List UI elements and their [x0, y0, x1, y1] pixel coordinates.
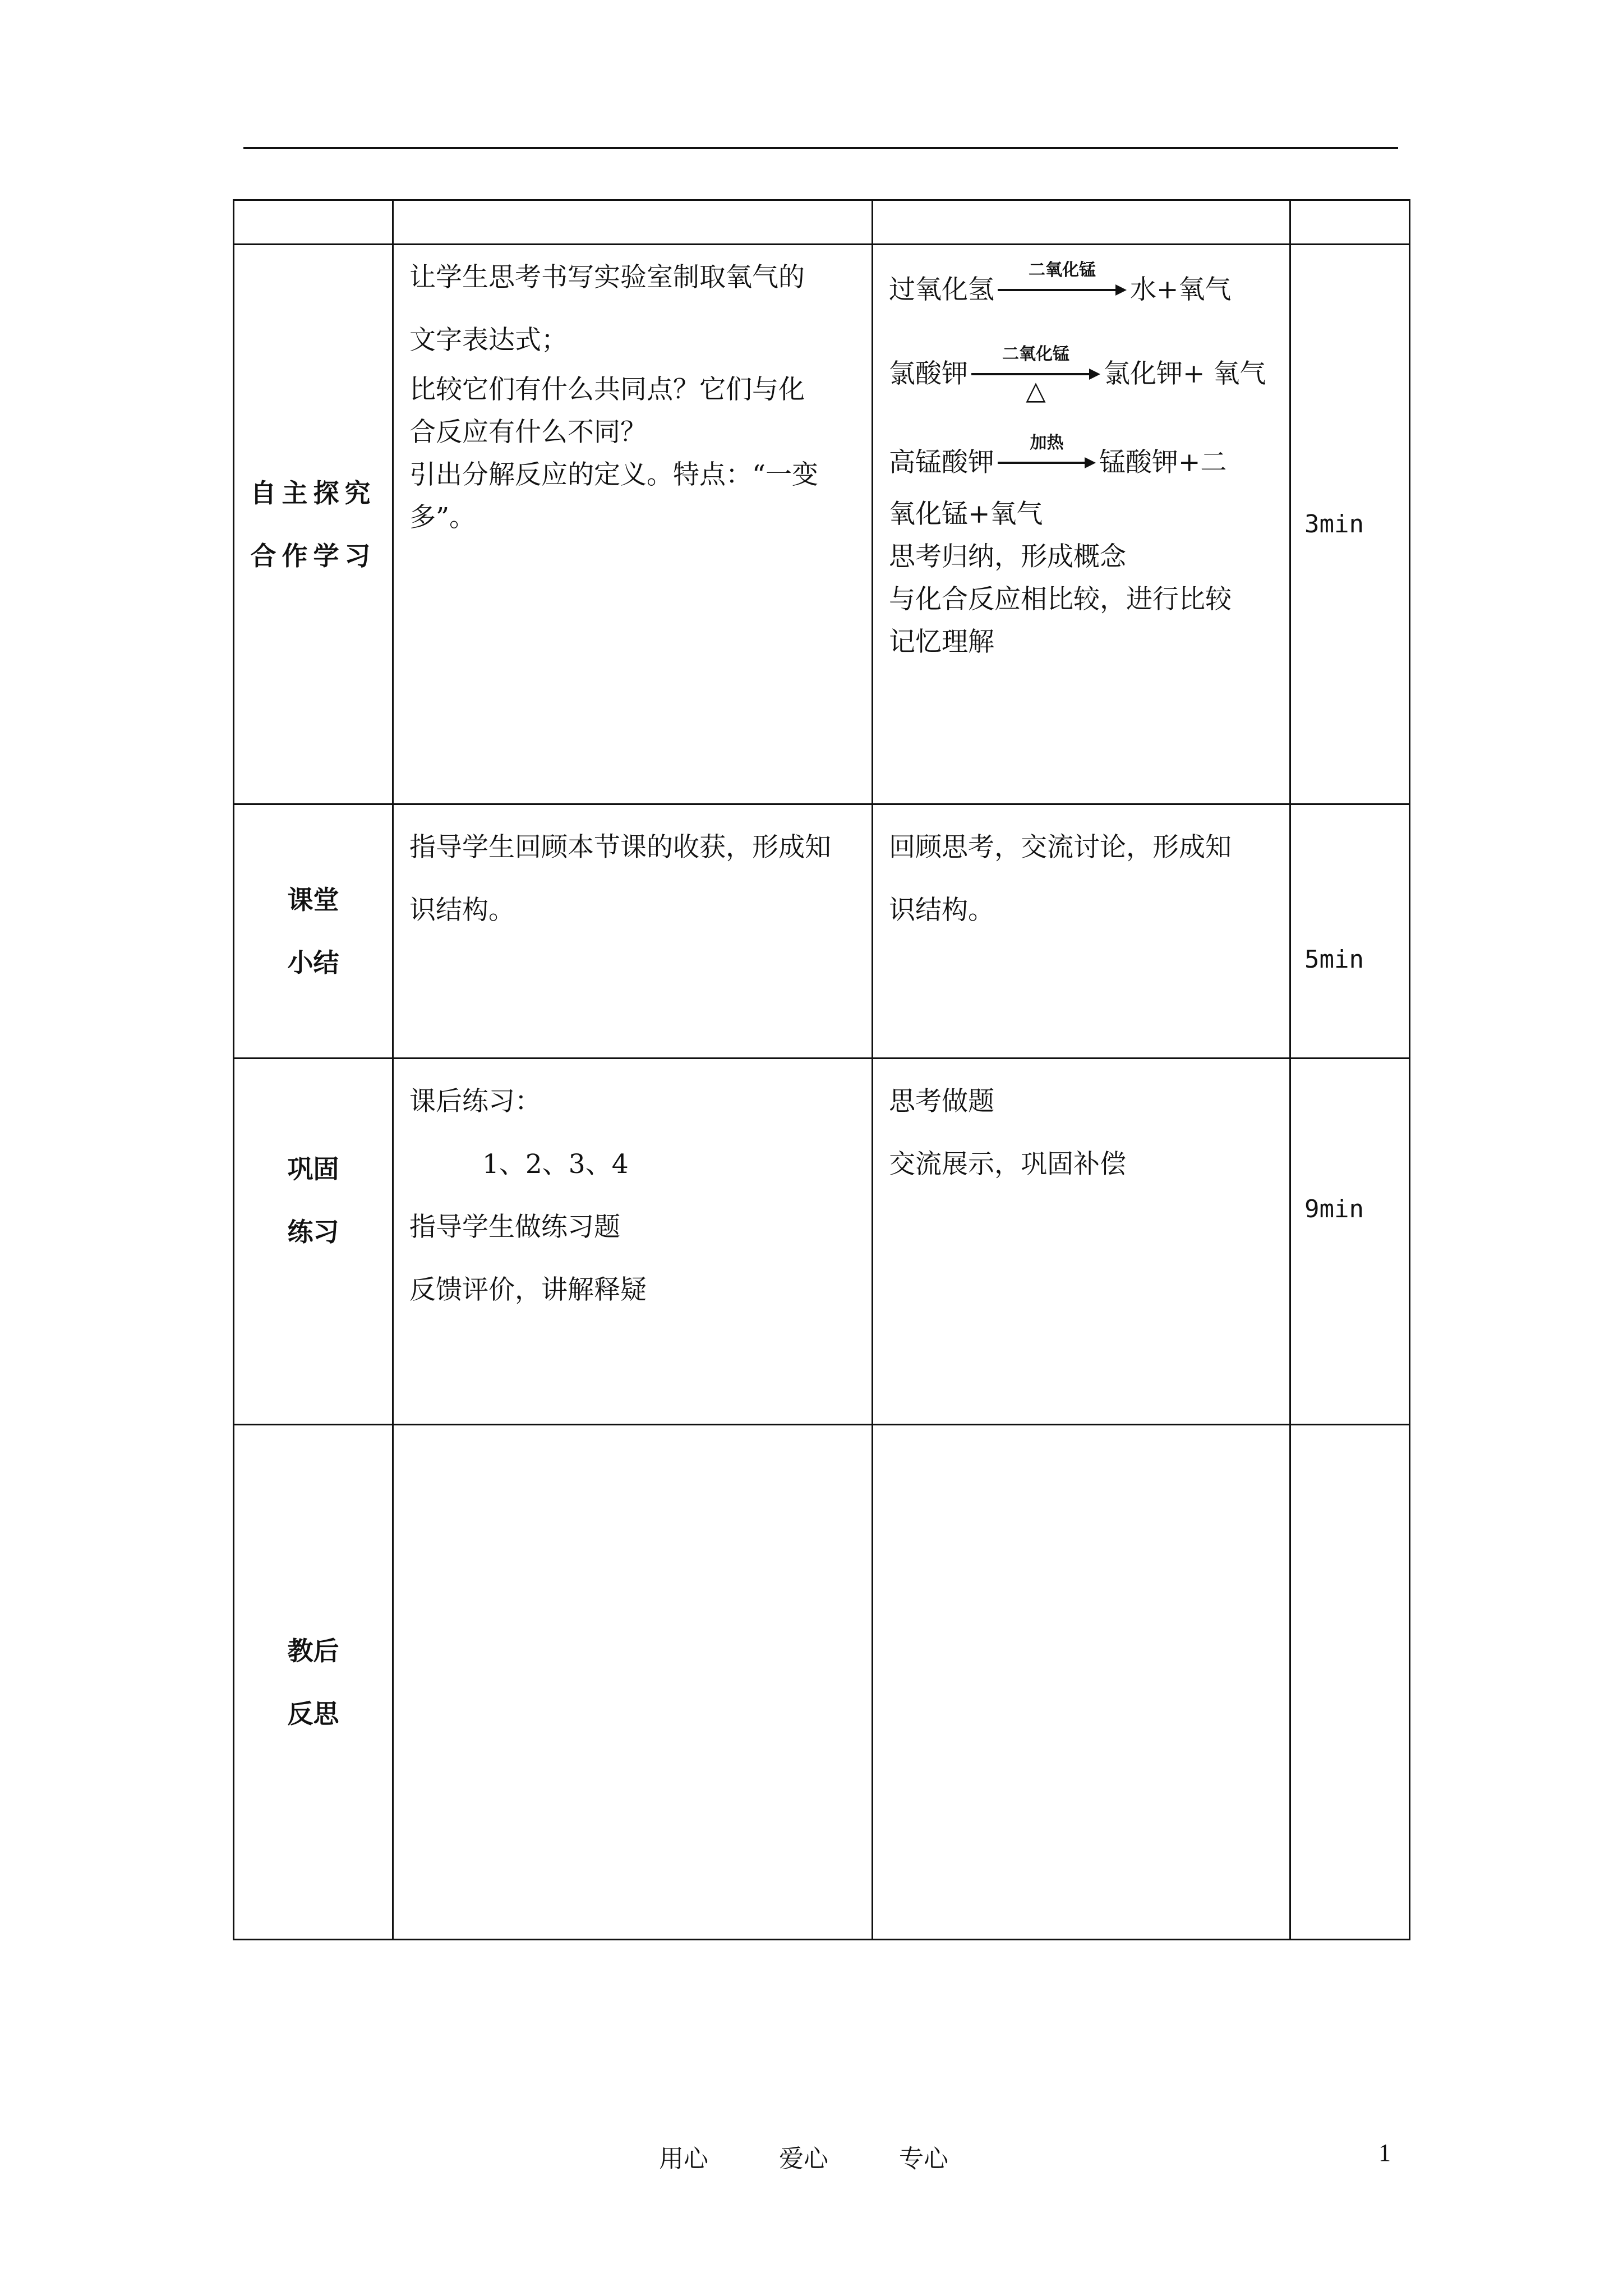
student-line: 氧化锰+氧气 — [889, 499, 1043, 530]
table-row — [234, 1059, 1410, 1425]
stage-label: 课堂 — [287, 885, 339, 915]
teacher-activity-cell — [393, 1425, 873, 1940]
time-cell — [1290, 1059, 1410, 1425]
student-activity-cell — [873, 804, 1290, 1059]
stage-cell — [234, 200, 393, 245]
student-line: 识结构。 — [889, 895, 994, 926]
time-value: 9min — [1304, 1195, 1364, 1223]
table-row — [234, 804, 1410, 1059]
student-line: 思考归纳，形成概念 — [889, 541, 1126, 572]
teacher-line: 反馈评价，讲解释疑 — [409, 1274, 647, 1305]
teacher-line: 引出分解反应的定义。特点：“一变 — [409, 459, 819, 490]
reactant: 高锰酸钾 — [889, 447, 994, 478]
teacher-activity-cell — [393, 200, 873, 245]
teacher-line: 文字表达式； — [409, 325, 568, 356]
reaction-arrow — [971, 344, 1100, 406]
products: 水+氧气 — [1130, 274, 1232, 305]
stage-label: 教后 — [287, 1635, 339, 1666]
stage-cell — [234, 804, 393, 1059]
reaction-arrow — [998, 260, 1127, 307]
reaction-condition: 二氧化锰 — [1002, 344, 1069, 364]
teacher-line: 课后练习： — [409, 1086, 541, 1117]
time-value: 3min — [1304, 510, 1364, 539]
teacher-line: 让学生思考书写实验室制取氧气的 — [409, 262, 805, 293]
teacher-line: 比较它们有什么共同点？它们与化 — [409, 374, 805, 405]
student-activity-cell — [873, 245, 1290, 804]
header-rule — [243, 147, 1398, 149]
reactant: 氯酸钾 — [889, 358, 968, 389]
chemical-equation — [889, 260, 1289, 307]
time-cell — [1290, 245, 1410, 804]
teacher-line: 指导学生做练习题 — [409, 1212, 620, 1243]
chemical-equation — [889, 344, 1289, 406]
page-number: 1 — [1378, 2139, 1391, 2166]
stage-cell — [234, 1425, 393, 1940]
table-row — [234, 245, 1410, 804]
time-value: 5min — [1304, 945, 1364, 974]
student-line: 与化合反应相比较，进行比较 — [889, 584, 1232, 615]
reactant: 过氧化氢 — [889, 274, 994, 305]
student-line: 思考做题 — [889, 1086, 994, 1117]
student-line: 交流展示，巩固补偿 — [889, 1149, 1126, 1180]
teacher-activity-cell — [393, 245, 873, 804]
teacher-line: 识结构。 — [409, 895, 515, 926]
time-cell — [1290, 1425, 1410, 1940]
time-cell — [1290, 804, 1410, 1059]
teacher-activity-cell — [393, 804, 873, 1059]
student-activity-cell — [873, 1059, 1290, 1425]
products: 锰酸钾+二 — [1099, 447, 1227, 478]
teacher-activity-cell — [393, 1059, 873, 1425]
reaction-condition: 加热 — [1030, 433, 1064, 453]
teacher-line: 指导学生回顾本节课的收获，形成知 — [409, 832, 831, 863]
stage-cell — [234, 1059, 393, 1425]
stage-cell — [234, 245, 393, 804]
student-line: 回顾思考，交流讨论，形成知 — [889, 832, 1232, 863]
stage-label: 小结 — [287, 947, 339, 978]
teacher-line: 合反应有什么不同？ — [409, 417, 647, 448]
footer-motto — [659, 2138, 1011, 2174]
student-activity-cell — [873, 1425, 1290, 1940]
stage-label: 巩固 — [287, 1154, 339, 1184]
stage-label: 合作学习 — [250, 540, 376, 571]
table-row — [234, 200, 1410, 245]
stage-label: 自主探究 — [250, 477, 376, 508]
lesson-plan-table — [233, 199, 1410, 1940]
time-cell — [1290, 200, 1410, 245]
heat-symbol: △ — [1026, 375, 1046, 406]
products: 氯化钾+ 氧气 — [1104, 358, 1266, 389]
exercise-numbers: 1、2、3、4 — [482, 1149, 629, 1180]
reaction-arrow — [998, 433, 1096, 480]
reaction-condition: 二氧化锰 — [1029, 260, 1096, 280]
motto-word: 爱心 — [779, 2145, 828, 2173]
stage-label: 练习 — [287, 1217, 339, 1247]
motto-word: 用心 — [659, 2145, 708, 2173]
student-line: 记忆理解 — [889, 627, 994, 657]
chemical-equation — [889, 433, 1289, 480]
teacher-line: 多”。 — [409, 502, 476, 533]
motto-word: 专心 — [899, 2145, 948, 2173]
student-activity-cell — [873, 200, 1290, 245]
stage-label: 反思 — [287, 1698, 339, 1729]
table-row — [234, 1425, 1410, 1940]
